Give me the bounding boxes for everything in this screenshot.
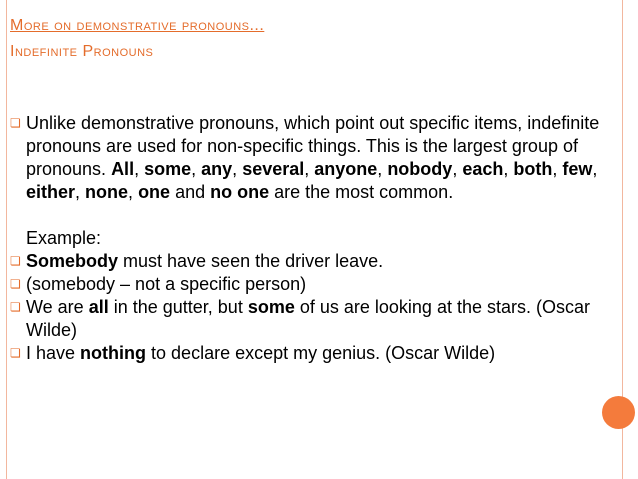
bullet-text: (somebody – not a specific person)	[26, 274, 307, 294]
bold-word: both	[513, 159, 553, 179]
text-run: We are	[26, 297, 89, 317]
text-run: are the most common.	[269, 182, 454, 202]
bold-word: Somebody	[26, 251, 119, 271]
bold-word: all	[88, 297, 109, 317]
text-run: Unlike demonstrative pronouns, which point out specific items, indefinite pronouns are used for non-specific things. This is the largest group of pronouns.	[26, 113, 600, 179]
text-run: and	[170, 182, 211, 202]
text-run: ,	[191, 159, 202, 179]
checkbox-square-icon: ❏	[10, 277, 21, 291]
bold-word: none	[85, 182, 129, 202]
example-label: Example:	[26, 228, 102, 248]
bold-word: few	[562, 159, 593, 179]
text-run: I have	[26, 343, 81, 363]
bold-word: All	[111, 159, 135, 179]
bold-word: any	[201, 159, 233, 179]
text-run: must have seen the driver leave.	[118, 251, 384, 271]
slide-title: More on demonstrative pronouns...	[10, 17, 265, 34]
text-run: ,	[232, 159, 243, 179]
bullet-list	[10, 112, 620, 365]
bold-word: one	[138, 182, 171, 202]
bullet-item-explanation	[10, 273, 620, 296]
text-run: ,	[377, 159, 388, 179]
bullet-text	[26, 296, 620, 342]
text-run: of us are looking at the stars. (Oscar Wilde)	[26, 297, 590, 340]
text-run: ,	[75, 182, 86, 202]
bullet-item-example	[10, 250, 620, 273]
bold-word: no one	[210, 182, 270, 202]
text-run: ,	[304, 159, 315, 179]
bullet-item-definition	[10, 112, 620, 204]
checkbox-square-icon: ❏	[10, 116, 21, 130]
spacer	[10, 204, 620, 227]
text-run: in the gutter, but	[108, 297, 248, 317]
bullet-text	[26, 342, 620, 365]
text-run: ,	[134, 159, 145, 179]
bullet-text	[26, 250, 620, 273]
checkbox-square-icon: ❏	[10, 346, 21, 360]
left-border-line	[6, 0, 7, 479]
slide-subtitle: Indefinite Pronouns	[10, 43, 154, 60]
bold-word: either	[26, 182, 76, 202]
text-run: to declare except my genius. (Oscar Wilde)	[146, 343, 496, 363]
checkbox-square-icon: ❏	[10, 254, 21, 268]
text-run: ,	[592, 159, 598, 179]
text-run: ,	[128, 182, 139, 202]
bold-word: anyone	[314, 159, 378, 179]
bullet-item-quote-1	[10, 296, 620, 342]
bold-word: some	[247, 297, 295, 317]
bullet-text	[26, 112, 620, 204]
bullet-item-quote-2	[10, 342, 620, 365]
bold-word: several	[242, 159, 305, 179]
text-run: ,	[452, 159, 463, 179]
bold-word: each	[462, 159, 504, 179]
decorative-circle	[602, 396, 635, 429]
text-run: ,	[503, 159, 514, 179]
text-run: ,	[552, 159, 563, 179]
bold-word: nobody	[387, 159, 453, 179]
bold-word: nothing	[80, 343, 147, 363]
checkbox-square-icon: ❏	[10, 300, 21, 314]
bold-word: some	[144, 159, 192, 179]
